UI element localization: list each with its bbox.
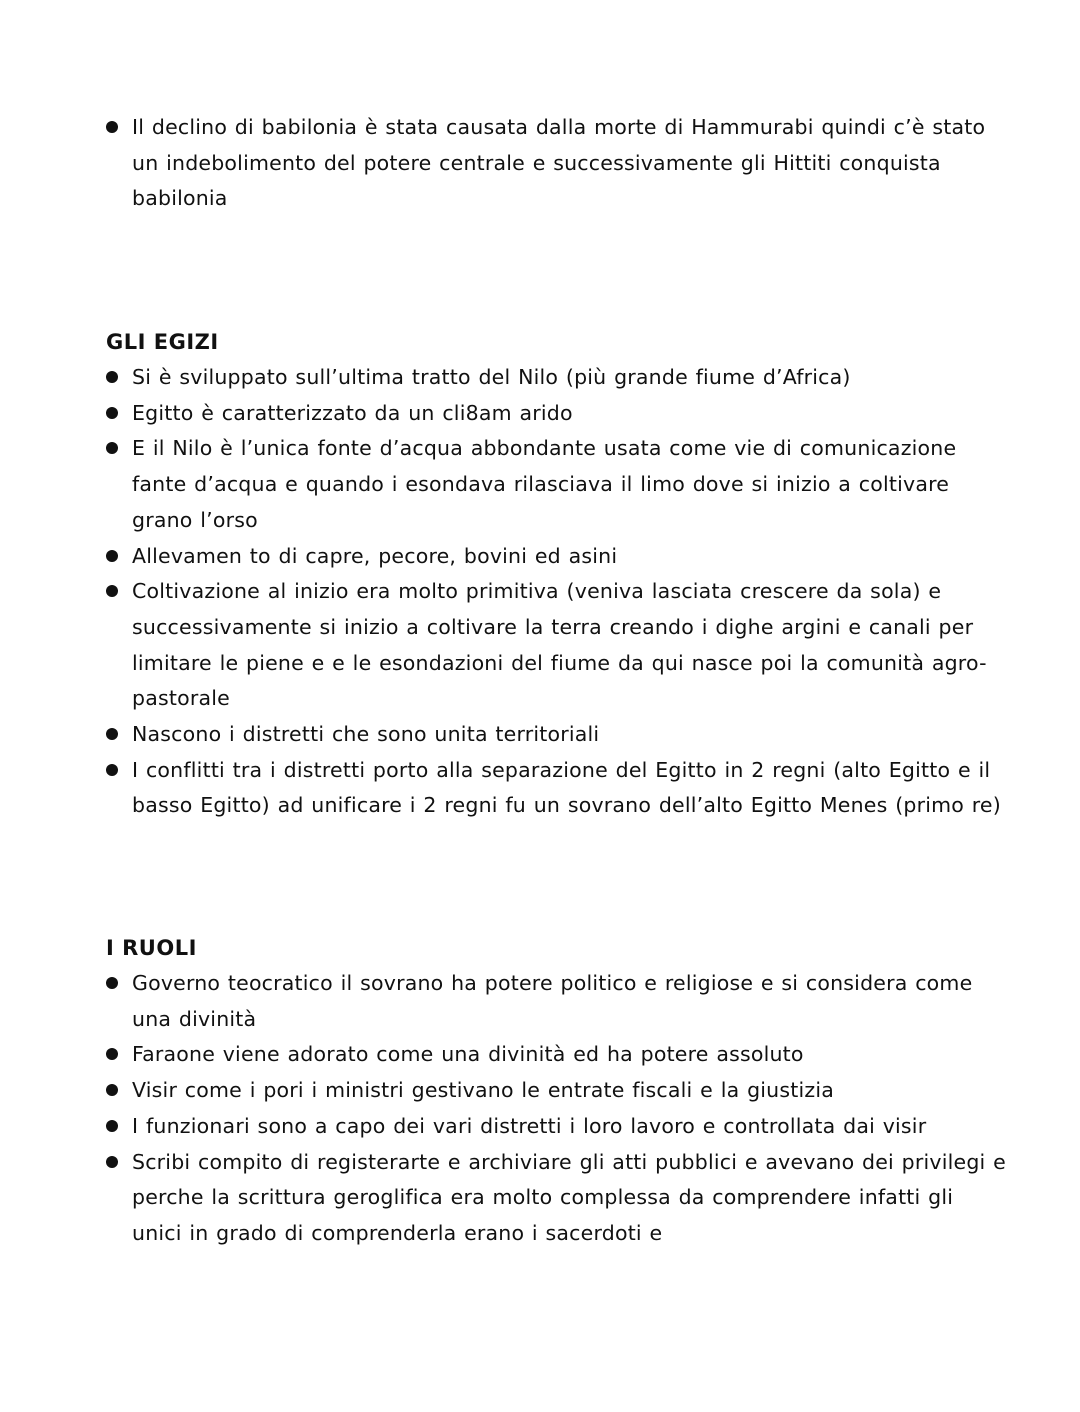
bullet-icon (106, 1048, 118, 1060)
list-item (106, 431, 1006, 538)
list-item-text: Il declino di babilonia è stata causata dalla morte di Hammurabi quindi c’è stato un indebolimento del potere centrale e successivamente gli Hittiti conquista babilonia (132, 115, 986, 211)
bullet-icon (106, 1120, 118, 1132)
list-item (106, 396, 1006, 432)
list-item-text: I funzionari sono a capo dei vari distretti i loro lavoro e controllata dai visir (132, 1113, 927, 1138)
ruoli-section (106, 930, 1006, 1252)
section-heading-ruoli: I RUOLI (106, 936, 197, 960)
ruoli-bullet-list (106, 966, 1006, 1252)
list-item-text: I conflitti tra i distretti porto alla separazione del Egitto in 2 regni (alto Egitto e il basso Egitto) ad unificare i 2 regni fu un sovrano dell’alto Egitto Menes (primo re) (132, 757, 1001, 818)
list-item-text: Governo teocratico il sovrano ha potere politico e religiose e si considera come una divinità (132, 971, 973, 1031)
list-item-text: Faraone viene adorato come una divinità ed ha potere assoluto (132, 1042, 804, 1067)
list-item-text: Egitto è caratterizzato da un cli8am arido (132, 400, 573, 425)
list-item-text: Nascono i distretti che sono unita territoriali (132, 722, 600, 747)
bullet-icon (106, 550, 118, 562)
intro-section (106, 110, 1006, 217)
bullet-icon (106, 121, 118, 133)
bullet-icon (106, 585, 118, 597)
bullet-icon (106, 371, 118, 383)
list-item (106, 110, 1006, 217)
section-heading-egizi: GLI EGIZI (106, 330, 219, 354)
list-item (106, 966, 1006, 1037)
list-item-text: Scribi compito di registerarte e archiviare gli atti pubblici e avevano dei privilegi e perche la scrittura geroglifica era molto complessa da comprendere infatti gli unici in grado di comprenderla erano i sacerdoti e (132, 1149, 1006, 1245)
list-item (106, 717, 1006, 753)
list-item-text: Visir come i pori i ministri gestivano le entrate fiscali e la giustizia (132, 1078, 835, 1103)
bullet-icon (106, 1084, 118, 1096)
list-item (106, 1073, 1006, 1109)
bullet-icon (106, 407, 118, 419)
list-item (106, 539, 1006, 575)
bullet-icon (106, 728, 118, 740)
list-item (106, 1145, 1006, 1252)
bullet-icon (106, 977, 118, 989)
bullet-icon (106, 764, 118, 776)
list-item-text: E il Nilo è l’unica fonte d’acqua abbondante usata come vie di comunicazione fante d’acqua e quando i esondava rilasciava il limo dove si inizio a coltivare grano l’orso (132, 436, 957, 532)
list-item (106, 574, 1006, 717)
list-item (106, 1109, 1006, 1145)
bullet-icon (106, 1156, 118, 1168)
egizi-bullet-list (106, 360, 1006, 824)
list-item (106, 360, 1006, 396)
list-item-text: Si è sviluppato sull’ultima tratto del Nilo (più grande fiume d’Africa) (132, 365, 851, 389)
bullet-icon (106, 442, 118, 454)
list-item (106, 1037, 1006, 1073)
list-item-text: Coltivazione al inizio era molto primitiva (veniva lasciata crescere da sola) e successivamente si inizio a coltivare la terra creando i dighe argini e canali per limitare le piene e e le esondazioni del fiume da qui nasce poi la comunità agro-pastorale (132, 579, 987, 711)
egizi-section (106, 324, 1006, 824)
list-item-text: Allevamen to di capre, pecore, bovini ed asini (132, 543, 618, 568)
list-item (106, 753, 1006, 824)
intro-bullet-list (106, 110, 1006, 217)
